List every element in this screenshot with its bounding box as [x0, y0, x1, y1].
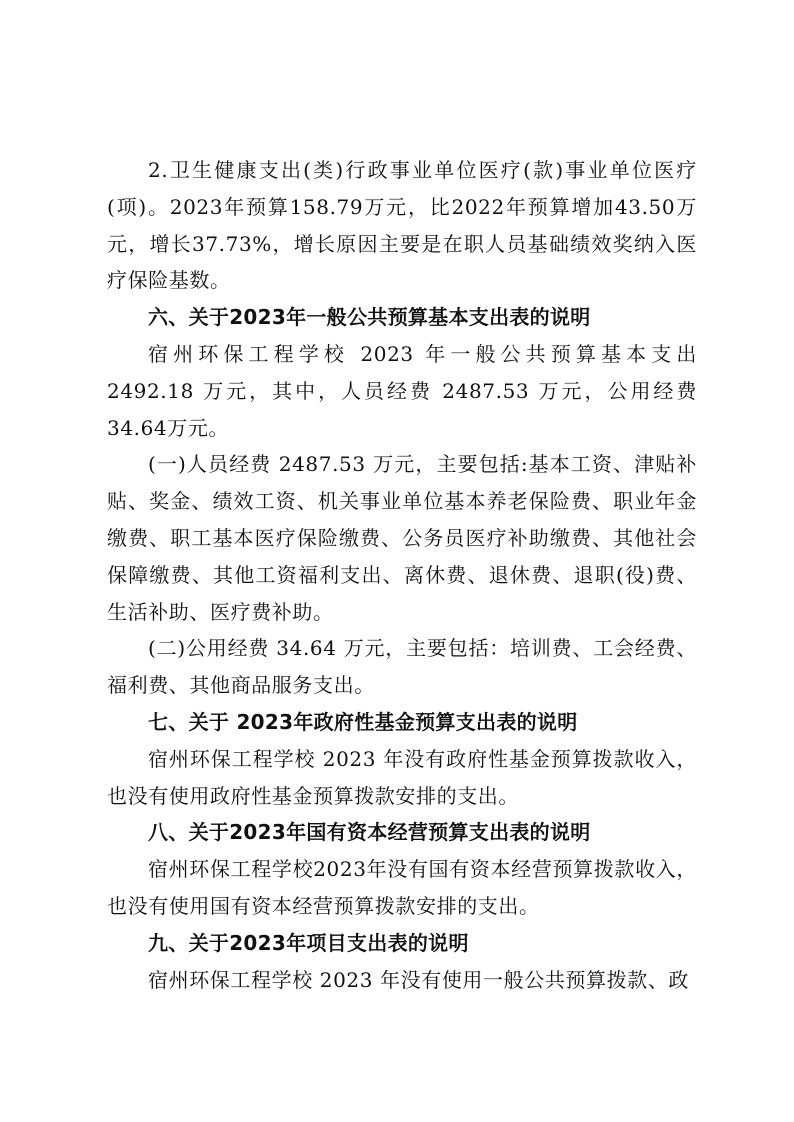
document-body [107, 152, 697, 998]
paragraph-health-expenditure: 2.卫生健康支出(类)行政事业单位医疗(款)事业单位医疗(项)。2023年预算158.79万元，比2022年预算增加43.50万元，增长37.73%，增长原因主要是在职人员基础绩效奖纳入医疗保险基数。 [107, 158, 697, 293]
paragraph-government-fund: 宿州环保工程学校 2023 年没有政府性基金预算拨款收入，也没有使用政府性基金预算拨款安排的支出。 [107, 746, 697, 808]
paragraph-basic-expenditure: 宿州环保工程学校 2023 年一般公共预算基本支出 2492.18 万元，其中，人员经费 2487.53 万元，公用经费34.64万元。 [107, 341, 697, 440]
section-heading-7: 七、关于 2023年政府性基金预算支出表的说明 [148, 709, 578, 734]
paragraph-state-capital: 宿州环保工程学校2023年没有国有资本经营预算拨款收入，也没有使用国有资本经营预算拨款安排的支出。 [107, 857, 697, 918]
section-heading-8: 八、关于2023年国有资本经营预算支出表的说明 [148, 820, 591, 845]
paragraph-personnel-expenses: (一)人员经费 2487.53 万元，主要包括:基本工资、津贴补贴、奖金、绩效工资、机关事业单位基本养老保险费、职业年金缴费、职工基本医疗保险缴费、公务员医疗补助缴费、其他社会保障缴费、其他工资福利支出、离休费、退休费、退职(役)费、生活补助、医疗费补助。 [107, 452, 697, 624]
section-heading-9: 九、关于2023年项目支出表的说明 [148, 930, 469, 955]
section-heading-6: 六、关于2023年一般公共预算基本支出表的说明 [148, 305, 591, 330]
paragraph-project-expenditure: 宿州环保工程学校 2023 年没有使用一般公共预算拨款、政 [148, 967, 690, 992]
paragraph-public-expenses: (二)公用经费 34.64 万元，主要包括：培训费、工会经费、福利费、其他商品服务支出。 [107, 636, 697, 698]
